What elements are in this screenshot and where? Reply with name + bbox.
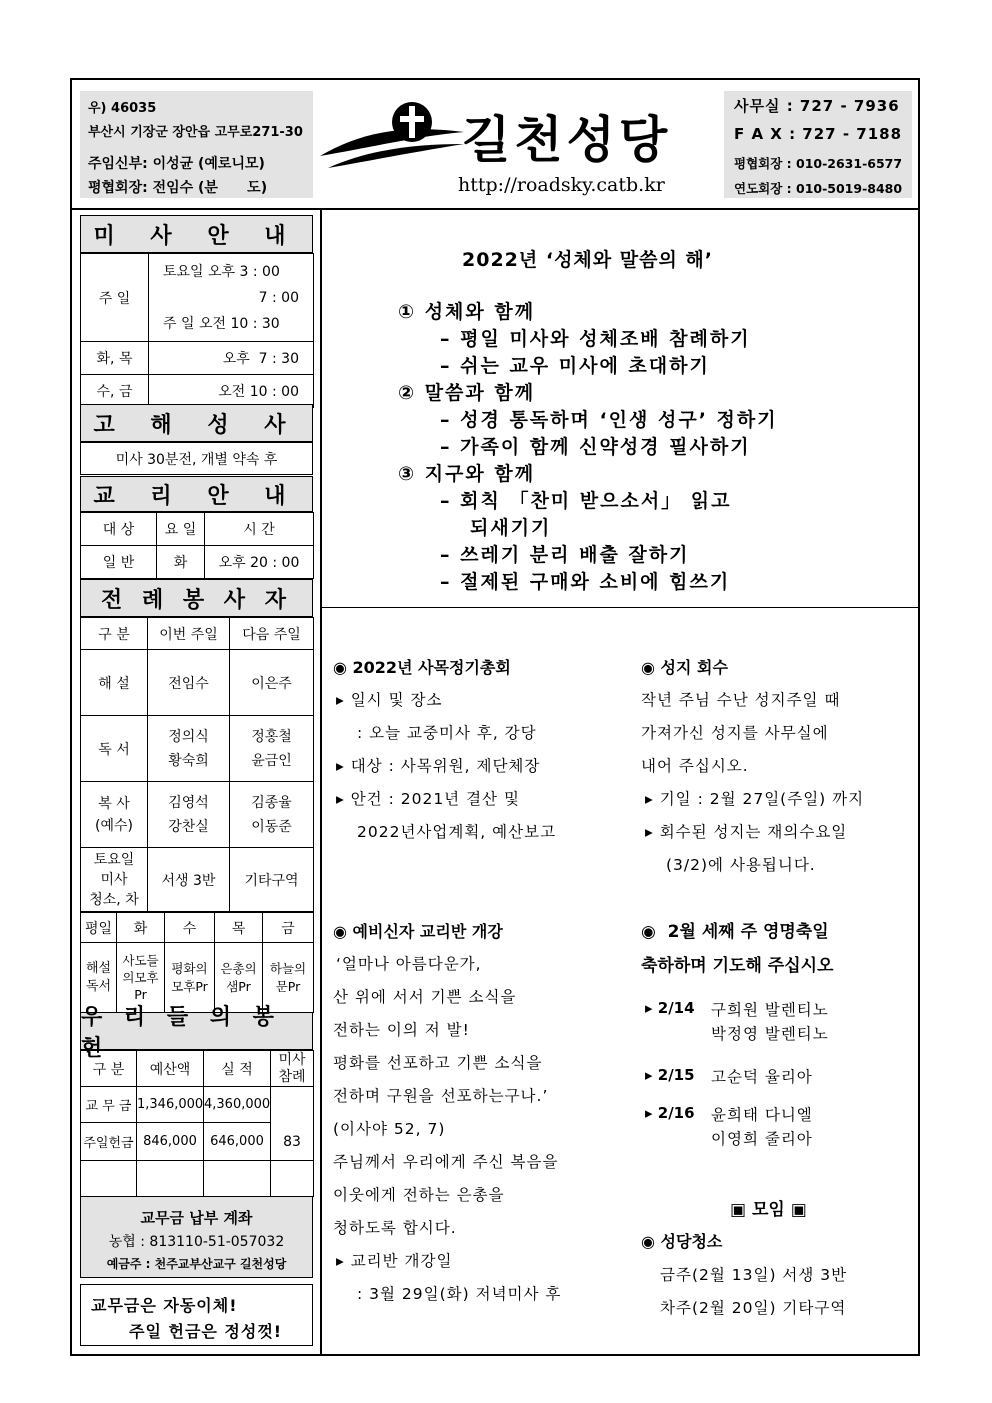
theme-line: – 쉬는 교우 미사에 초대하기	[440, 355, 710, 377]
weekday-table	[80, 912, 314, 1013]
notice-line: 가져가신 성지를 사무실에	[641, 724, 829, 742]
offering-budget: 846,000	[137, 1123, 204, 1161]
weekday-header: 화	[117, 913, 165, 943]
liturgy-role: 토요일 미사 청소, 차	[81, 848, 148, 912]
liturgy-header: 구 분	[81, 618, 148, 650]
theme-line: ② 말씀과 함께	[398, 382, 536, 404]
liturgy-title: 전 례 봉 사 자	[80, 579, 313, 617]
mass-time: 오전 10 : 00	[149, 375, 314, 408]
notice-line: ▸ 기일 : 2월 27일(주일) 까지	[645, 790, 865, 808]
liturgy-next: 이은주	[230, 650, 314, 716]
notice-line: 주님께서 우리에게 주신 복음을	[333, 1153, 559, 1171]
notice-line: ‘얼마나 아름다운가,	[336, 955, 482, 973]
notice-line: : 오늘 교중미사 후, 강당	[357, 724, 537, 742]
offering-actual: 646,000	[204, 1123, 271, 1161]
catechism-title: 교 리 안 내	[80, 476, 313, 512]
feast-name: 윤희태 다니엘	[711, 1106, 813, 1124]
feast-subtitle: 축하하며 기도해 주십시오	[641, 956, 834, 976]
liturgy-header: 다음 주일	[230, 618, 314, 650]
liturgy-role: 복 사 (예수)	[81, 782, 148, 848]
weekday-cell: 하늘의 문Pr	[263, 943, 314, 1013]
liturgy-next: 김종율 이동준	[230, 782, 314, 848]
pastor: 주임신부: 이성균 (예로니모)	[88, 156, 265, 172]
theme-line: ① 성체와 함께	[398, 301, 536, 323]
cleaning-line: 차주(2월 20일) 기타구역	[660, 1299, 847, 1317]
confession-title: 고 해 성 사	[80, 404, 313, 442]
theme-line: ③ 지구와 함께	[398, 463, 536, 485]
catechism-cell: 화	[157, 546, 205, 579]
offering-header: 예산액	[137, 1051, 204, 1087]
offering-empty	[271, 1161, 314, 1197]
liturgy-this: 서생 3반	[148, 848, 230, 912]
theme-line: – 절제된 구매와 소비에 힘쓰기	[440, 571, 731, 593]
mass-table	[80, 253, 314, 408]
meeting-title: ▣ 모임 ▣	[730, 1200, 807, 1220]
feast-date: ▸ 2/15	[645, 1066, 695, 1084]
liturgy-next: 정홍철 윤금인	[230, 716, 314, 782]
notice-line: ▸ 일시 및 장소	[336, 691, 443, 709]
slogan-box	[80, 1284, 313, 1346]
theme-line: – 성경 통독하며 ‘인생 성구’ 정하기	[440, 409, 778, 431]
offering-table	[80, 1050, 314, 1197]
catechism-header: 대 상	[81, 513, 157, 546]
postal-code: 우) 46035	[88, 101, 157, 116]
theme-line: – 가족이 함께 신약성경 필사하기	[440, 436, 751, 458]
account-box	[80, 1196, 313, 1278]
mass-sunday-times: 토요일 오후 3 : 00 7 : 00 주 일 오전 10 : 30	[149, 254, 314, 342]
weekday-header: 평일	[81, 913, 117, 943]
offering-header: 미사 참례	[271, 1051, 314, 1087]
notice-line: ▸ 교리반 개강일	[336, 1252, 453, 1270]
notice-line: 청하도록 합시다.	[333, 1219, 457, 1237]
catechism-header: 요 일	[157, 513, 205, 546]
theme-line: – 쓰레기 분리 배출 잘하기	[440, 544, 690, 566]
yeondo-phone: 연도회장 : 010-5019-8480	[734, 181, 903, 196]
feast-date: ▸ 2/16	[645, 1104, 695, 1122]
weekday-cell: 사도들 의모후 Pr	[117, 943, 165, 1013]
feast-name: 구희원 발렌티노	[711, 1001, 829, 1019]
notice-line: 전하며 구원을 선포하는구나.’	[333, 1087, 549, 1105]
church-logo-icon	[318, 94, 468, 182]
fax-number: F A X : 727 - 7188	[734, 125, 903, 143]
catechism-cell: 오후 20 : 00	[205, 546, 314, 579]
liturgy-this: 정의식 황숙희	[148, 716, 230, 782]
catechumen-title: ◉ 예비신자 교리반 개강	[333, 922, 503, 941]
notice-line: 작년 주님 수난 성지주일 때	[641, 691, 841, 709]
weekday-cell: 평화의 모후Pr	[165, 943, 215, 1013]
notice-line: 2022년사업계획, 예산보고	[357, 823, 557, 841]
feast-name: 박정영 발렌티노	[711, 1025, 829, 1043]
theme-divider	[322, 607, 918, 608]
mass-time: 오후 7 : 30	[149, 342, 314, 375]
church-url[interactable]: http://roadsky.catb.kr	[458, 174, 665, 196]
cleaning-title: ◉ 성당청소	[641, 1232, 723, 1251]
notice-line: (이사야 52, 7)	[333, 1120, 446, 1138]
offering-attend: 83	[271, 1087, 314, 1161]
liturgy-this: 김영석 강찬실	[148, 782, 230, 848]
offering-header: 실 적	[204, 1051, 271, 1087]
theme-line: – 회칙 「찬미 받으소서」 읽고	[440, 490, 732, 512]
feast-date: ▸ 2/14	[645, 999, 695, 1017]
church-name: 길천성당	[462, 111, 672, 169]
notice-line: ▸ 회수된 성지는 재의수요일	[645, 823, 848, 841]
weekday-cell: 은총의 샘Pr	[215, 943, 263, 1013]
column-divider	[320, 208, 322, 1356]
notice-line: : 3월 29일(화) 저녁미사 후	[357, 1285, 562, 1303]
header-address-box	[80, 91, 313, 198]
liturgy-table	[80, 617, 314, 912]
liturgy-next: 기타구역	[230, 848, 314, 912]
offering-title: 우 리 들 의 봉 헌	[80, 1012, 313, 1050]
council-head: 평협회장: 전임수 (분 도)	[88, 180, 268, 196]
weekday-header: 목	[215, 913, 263, 943]
theme-line: – 평일 미사와 성체조배 참례하기	[440, 328, 751, 350]
mass-sunday-label: 주 일	[81, 254, 149, 342]
offering-budget: 1,346,000	[137, 1087, 204, 1123]
catechism-cell: 일 반	[81, 546, 157, 579]
account-bank: 농협 : 813110-51-057032	[108, 1234, 285, 1250]
notice-line: 산 위에 서서 기쁜 소식을	[333, 988, 517, 1006]
account-holder: 예금주 : 천주교부산교구 길천성당	[106, 1257, 287, 1271]
header-divider	[70, 208, 920, 210]
slogan-line: 교무금은 자동이체!	[91, 1296, 238, 1315]
notice-line: 전하는 이의 저 발!	[333, 1021, 470, 1039]
feast-name: 이영희 줄리아	[711, 1130, 813, 1148]
notice-line: 내어 주십시오.	[641, 757, 749, 775]
notice-line: 평화를 선포하고 기쁜 소식을	[333, 1054, 543, 1072]
theme-title: 2022년 ‘성체와 말씀의 해’	[462, 249, 713, 271]
liturgy-header: 이번 주일	[148, 618, 230, 650]
weekday-header: 금	[263, 913, 314, 943]
council-phone: 평협회장 : 010-2631-6577	[734, 156, 903, 171]
weekday-header: 수	[165, 913, 215, 943]
theme-line: 되새기기	[470, 517, 552, 539]
liturgy-this: 전임수	[148, 650, 230, 716]
address: 부산시 기장군 장안읍 고무로271-30	[88, 125, 303, 140]
notice-line: 이웃에게 전하는 은총을	[333, 1186, 505, 1204]
notice-line: ▸ 안건 : 2021년 결산 및	[336, 790, 520, 808]
offering-label: 교 무 금	[81, 1087, 137, 1123]
mass-title: 미 사 안 내	[80, 215, 313, 253]
feast-title: ◉ 2월 세째 주 영명축일	[641, 922, 829, 942]
liturgy-role: 해 설	[81, 650, 148, 716]
palm-title: ◉ 성지 회수	[641, 658, 728, 677]
liturgy-role: 독 서	[81, 716, 148, 782]
header-contact-box	[724, 91, 912, 198]
weekday-cell: 해설 독서	[81, 943, 117, 1013]
confession-text: 미사 30분전, 개별 약속 후	[80, 442, 313, 475]
catechism-header: 시 간	[205, 513, 314, 546]
offering-empty	[204, 1161, 271, 1197]
mass-day: 화, 목	[81, 342, 149, 375]
feast-name: 고순덕 율리아	[711, 1068, 813, 1086]
account-title: 교무금 납부 계좌	[140, 1209, 253, 1227]
general-meeting-title: ◉ 2022년 사목정기총회	[333, 658, 511, 677]
slogan-line: 주일 헌금은 정성껏!	[129, 1322, 283, 1341]
offering-empty	[81, 1161, 137, 1197]
notice-line: (3/2)에 사용됩니다.	[666, 856, 816, 874]
offering-header: 구 분	[81, 1051, 137, 1087]
catechism-table	[80, 512, 314, 579]
offering-empty	[137, 1161, 204, 1197]
offering-label: 주일헌금	[81, 1123, 137, 1161]
cleaning-line: 금주(2월 13일) 서생 3반	[660, 1266, 848, 1284]
mass-day: 수, 금	[81, 375, 149, 408]
notice-line: ▸ 대상 : 사목위원, 제단체장	[336, 757, 541, 775]
office-phone: 사무실 : 727 - 7936	[734, 97, 900, 115]
offering-actual: 4,360,000	[204, 1087, 271, 1123]
